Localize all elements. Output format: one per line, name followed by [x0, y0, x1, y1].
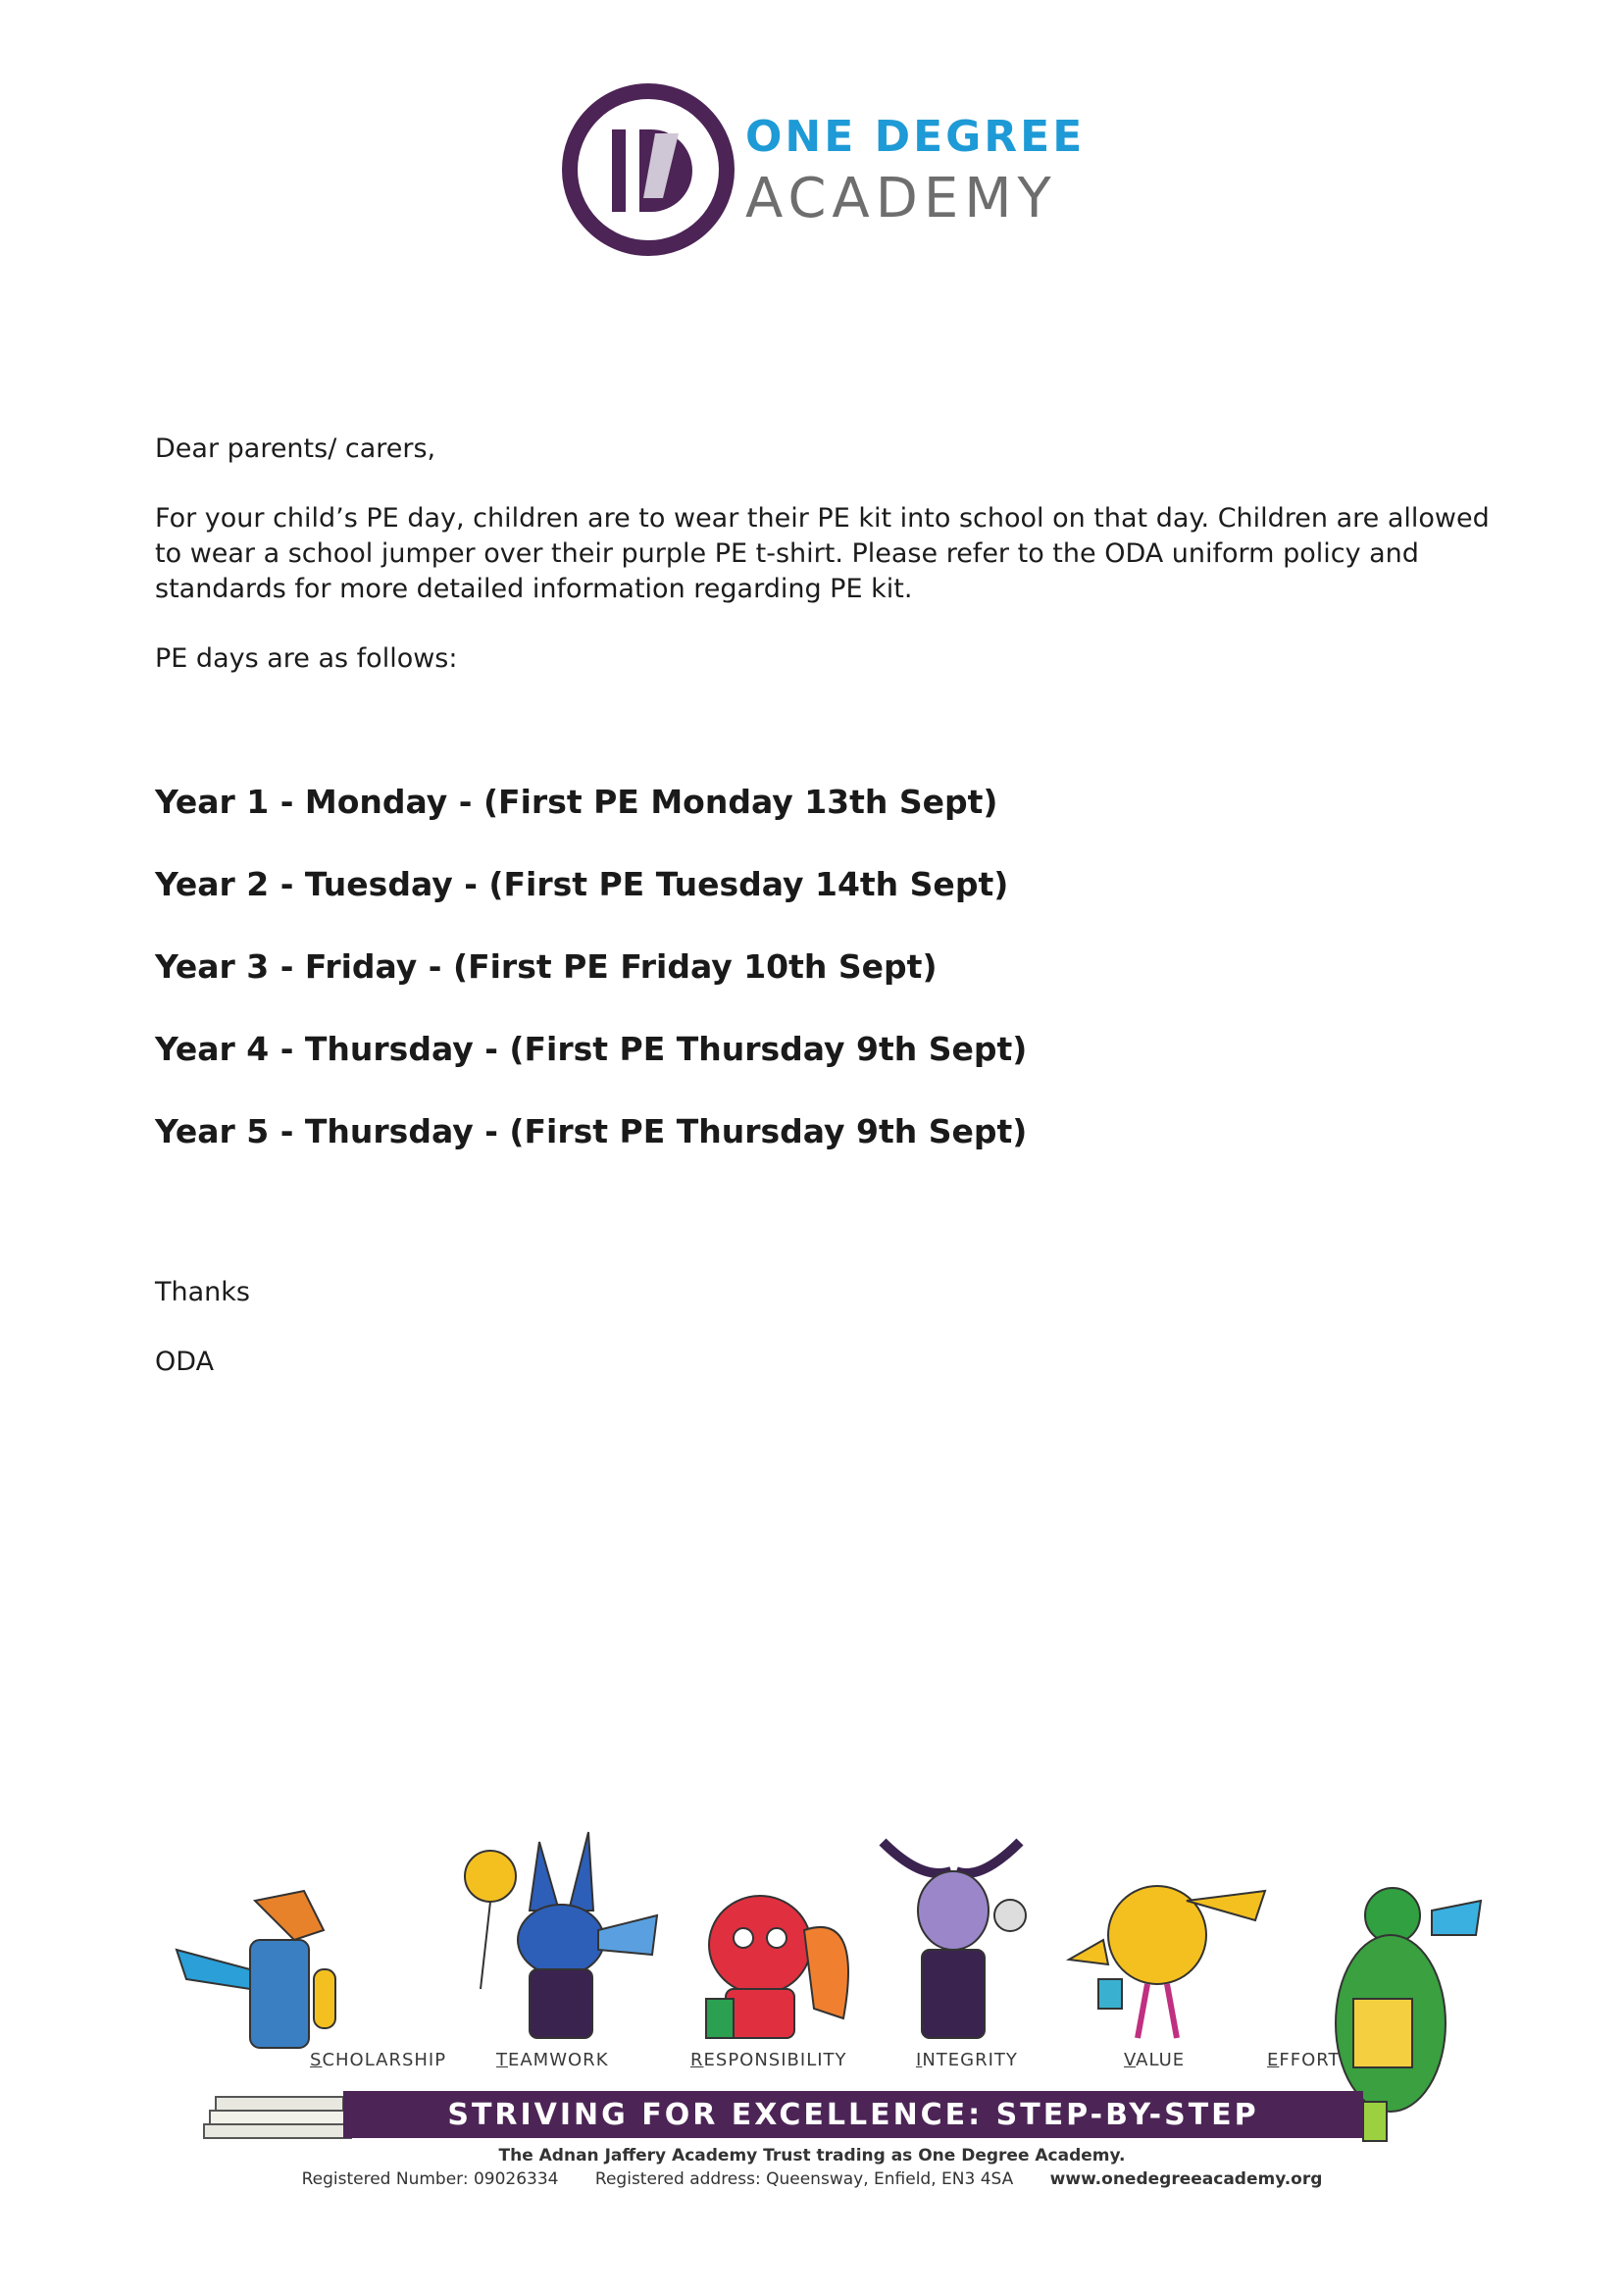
schedule-item-year-4: Year 4 - Thursday - (First PE Thursday 9th Sept)	[155, 1030, 1028, 1068]
closing: Thanks	[155, 1277, 250, 1307]
signoff	[155, 1275, 250, 1414]
rabbit-mascot-icon	[465, 1832, 657, 2038]
greeting: Dear parents/ carers,	[155, 433, 436, 464]
moose-mascot-icon	[883, 1842, 1026, 2038]
website-link[interactable]: www.onedegreeacademy.org	[1049, 2169, 1323, 2189]
trust-statement: The Adnan Jaffery Academy Trust trading as One Degree Academy.	[498, 2146, 1126, 2166]
registration-details	[0, 2169, 1624, 2189]
fox-mascot-icon	[177, 1891, 335, 2048]
value-label-effort: EFFORT	[1267, 2050, 1341, 2070]
schedule-intro: PE days are as follows:	[155, 643, 458, 674]
motto-banner: STRIVING FOR EXCELLENCE: STEP-BY-STEP	[343, 2091, 1363, 2138]
value-label-teamwork: TEAMWORK	[496, 2050, 609, 2070]
value-label-value: VALUE	[1124, 2050, 1186, 2070]
schedule-item-year-1: Year 1 - Monday - (First PE Monday 13th Sept)	[155, 783, 998, 821]
logo-name-line1: ONE DEGREE	[745, 112, 1086, 162]
value-label-responsibility: RESPONSIBILITY	[690, 2050, 847, 2070]
sun-mascot-icon	[1069, 1886, 1265, 2038]
cat-mascot-icon	[706, 1896, 848, 2038]
value-label-integrity: INTEGRITY	[916, 2050, 1018, 2070]
logo-name-line2: ACADEMY	[745, 167, 1057, 230]
schedule-item-year-2: Year 2 - Tuesday - (First PE Tuesday 14th Sept)	[155, 865, 1009, 903]
registered-address: Registered address: Queensway, Enfield, EN3 4SA	[594, 2169, 1014, 2189]
schedule-item-year-5: Year 5 - Thursday - (First PE Thursday 9th Sept)	[155, 1112, 1028, 1150]
logo-mark-icon	[561, 82, 736, 257]
signature: ODA	[155, 1347, 215, 1377]
registered-number: Registered Number: 09026334	[301, 2169, 559, 2189]
intro-paragraph: For your child’s PE day, children are to wear their PE kit into school on that day. Children are allowed to wear a school jumper over their purple PE t-shirt. Please refer to the ODA uniform policy and standards for more detailed information regarding PE kit.	[155, 503, 1490, 604]
academy-logo	[561, 82, 1091, 259]
books-icon	[204, 2097, 351, 2138]
letter-body	[155, 432, 1498, 711]
value-label-scholarship: SCHOLARSHIP	[310, 2050, 447, 2070]
schedule-item-year-3: Year 3 - Friday - (First PE Friday 10th Sept)	[155, 947, 938, 986]
pe-schedule	[155, 781, 1430, 1193]
